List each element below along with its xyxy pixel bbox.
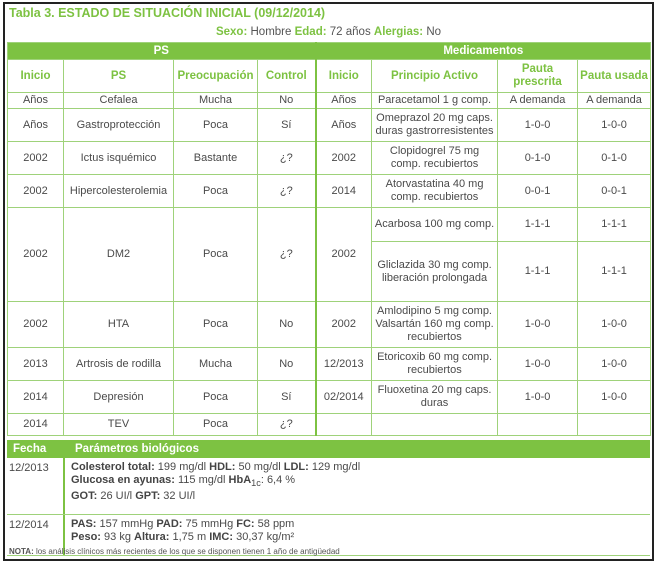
bio-line (71, 531, 644, 544)
cell-inicio: Años (8, 93, 64, 109)
cell-pauta-usada: 0-1-0 (578, 142, 651, 175)
cell-ps: HTA (64, 302, 174, 348)
cell-ps: Ictus isquémico (64, 142, 174, 175)
cell-pauta-usada: 1-0-0 (578, 109, 651, 142)
cell-pauta-usada: 1-0-0 (578, 348, 651, 381)
bio-param-value: 75 mmHg (182, 518, 237, 530)
cell-preocupacion: Mucha (174, 93, 258, 109)
table-row (8, 208, 651, 242)
bio-param-label: Altura: (134, 531, 170, 543)
cell-principio-activo: Etoricoxib 60 mg comp. recubiertos (372, 348, 498, 381)
header-principio-activo: Principio Activo (372, 60, 498, 93)
cell-control: No (258, 93, 316, 109)
bio-date: 12/2014 (9, 519, 49, 531)
cell-inicio-med: 2002 (316, 142, 372, 175)
bio-line (71, 518, 644, 531)
bio-param-value: 26 UI/l (97, 490, 136, 503)
bio-param-value: 32 UI/l (160, 490, 196, 503)
bio-row (7, 458, 650, 515)
bio-rows (7, 458, 650, 556)
cell-preocupacion: Poca (174, 302, 258, 348)
cell-inicio-med: 2002 (316, 208, 372, 302)
cell-principio-activo: Amlodipino 5 mg comp. Valsartán 160 mg comp. recubiertos (372, 302, 498, 348)
cell-principio-activo: Atorvastatina 40 mg comp. recubiertos (372, 175, 498, 208)
header-pauta-usada: Pauta usada (578, 60, 651, 93)
medicamentos-band: Medicamentos (316, 43, 651, 60)
cell-inicio: 2014 (8, 381, 64, 414)
cell-inicio-med (316, 414, 372, 436)
bio-param-label: PAS: (71, 518, 97, 530)
cell-ps: TEV (64, 414, 174, 436)
edad-value: 72 años (329, 26, 371, 38)
cell-preocupacion: Poca (174, 208, 258, 302)
cell-pauta-prescrita: 1-1-1 (498, 208, 578, 242)
cell-pauta-prescrita: 1-1-1 (498, 242, 578, 302)
header-preocupacion: Preocupación (174, 60, 258, 93)
bio-param-label: FC: (236, 518, 255, 530)
cell-control: ¿? (258, 142, 316, 175)
cell-pauta-prescrita: 0-1-0 (498, 142, 578, 175)
table-row (8, 175, 651, 208)
table-body (8, 93, 651, 436)
cell-inicio: 2014 (8, 414, 64, 436)
table-row (8, 414, 651, 436)
cell-pauta-usada: 1-0-0 (578, 302, 651, 348)
bio-param-label: GOT: (71, 490, 98, 503)
cell-pauta-usada: 1-1-1 (578, 242, 651, 302)
cell-pauta-prescrita: 1-0-0 (498, 109, 578, 142)
cell-inicio: 2002 (8, 208, 64, 302)
header-inicio: Inicio (8, 60, 64, 93)
cell-inicio-med: 02/2014 (316, 381, 372, 414)
cell-pauta-usada: 0-0-1 (578, 175, 651, 208)
cell-pauta-prescrita: 0-0-1 (498, 175, 578, 208)
bio-param-label: GPT: (135, 490, 161, 503)
cell-inicio: 2002 (8, 175, 64, 208)
bio-line (71, 474, 644, 490)
header-inicio-med: Inicio (316, 60, 372, 93)
ps-band: PS (8, 43, 316, 60)
cell-inicio-med: Años (316, 93, 372, 109)
table-row (8, 302, 651, 348)
cell-inicio-med: Años (316, 109, 372, 142)
bio-param-value: 115 mg/dl (174, 474, 229, 486)
bio-param-value: 129 mg/dl (308, 461, 361, 473)
bio-param-value: 157 mmHg (96, 518, 157, 530)
header-control: Control (258, 60, 316, 93)
cell-control: No (258, 302, 316, 348)
cell-preocupacion: Bastante (174, 142, 258, 175)
cell-pauta-prescrita (498, 414, 578, 436)
status-table (7, 42, 651, 436)
cell-pauta-usada (578, 414, 651, 436)
bio-param-label: HbA (228, 474, 252, 486)
table-frame (3, 2, 654, 561)
bio-param-label: HDL: (209, 461, 236, 473)
bio-param-label: LDL: (283, 461, 309, 473)
cell-control: Sí (258, 381, 316, 414)
patient-summary (5, 26, 652, 38)
header-pauta-prescrita: Pauta prescrita (498, 60, 578, 93)
bio-param-label: Peso: (71, 531, 101, 543)
table-title: Tabla 3. ESTADO DE SITUACIÓN INICIAL (09/12/2014) (9, 6, 326, 20)
cell-preocupacion: Mucha (174, 348, 258, 381)
cell-pauta-prescrita: 1-0-0 (498, 381, 578, 414)
cell-ps: Hipercolesterolemia (64, 175, 174, 208)
bio-fecha-header: Fecha (13, 443, 47, 455)
cell-inicio: 2002 (8, 142, 64, 175)
cell-principio-activo (372, 414, 498, 436)
cell-ps: DM2 (64, 208, 174, 302)
cell-inicio-med: 12/2013 (316, 348, 372, 381)
cell-principio-activo: Omeprazol 20 mg caps. duras gastrorresistentes (372, 109, 498, 142)
cell-control: Sí (258, 109, 316, 142)
table-row (8, 142, 651, 175)
cell-pauta-prescrita: 1-0-0 (498, 348, 578, 381)
bio-param-value: 199 mg/dl (154, 461, 210, 473)
cell-control: ¿? (258, 175, 316, 208)
bio-param-sub: 1c (251, 478, 261, 489)
footnote-label: NOTA: (9, 547, 34, 556)
cell-preocupacion: Poca (174, 175, 258, 208)
bio-line (71, 461, 644, 474)
cell-inicio: 2002 (8, 302, 64, 348)
bio-param-value: 30,37 kg/m² (233, 531, 295, 543)
cell-preocupacion: Poca (174, 381, 258, 414)
bio-header (7, 440, 650, 458)
sexo-value: Hombre (250, 26, 292, 38)
alergias-value: No (426, 26, 442, 38)
cell-pauta-prescrita: A demanda (498, 93, 578, 109)
cell-control: No (258, 348, 316, 381)
bio-param-value: 1,75 m (169, 531, 210, 543)
cell-inicio-med: 2014 (316, 175, 372, 208)
biological-parameters (7, 440, 650, 556)
cell-principio-activo: Gliclazida 30 mg comp. liberación prolongada (372, 242, 498, 302)
cell-inicio: Años (8, 109, 64, 142)
cell-preocupacion: Poca (174, 109, 258, 142)
bio-param-label: Glucosa en ayunas: (71, 474, 175, 486)
bio-param-label: PAD: (156, 518, 183, 530)
bio-values (63, 458, 650, 514)
footnote (9, 547, 340, 556)
cell-inicio: 2013 (8, 348, 64, 381)
header-ps: PS (64, 60, 174, 93)
cell-pauta-usada: A demanda (578, 93, 651, 109)
bio-date: 12/2013 (9, 462, 49, 474)
cell-control: ¿? (258, 208, 316, 302)
table-row (8, 348, 651, 381)
cell-ps: Gastroprotección (64, 109, 174, 142)
bio-line (71, 490, 644, 503)
cell-preocupacion: Poca (174, 414, 258, 436)
footnote-text: los análisis clínicos más recientes de los que se disponen tienen 1 año de antigüedad (33, 547, 340, 556)
cell-inicio-med: 2002 (316, 302, 372, 348)
cell-principio-activo: Clopidogrel 75 mg comp. recubiertos (372, 142, 498, 175)
bio-param-label: IMC: (209, 531, 234, 543)
cell-ps: Cefalea (64, 93, 174, 109)
cell-pauta-usada: 1-1-1 (578, 208, 651, 242)
cell-ps: Depresión (64, 381, 174, 414)
bio-param-value: 58 ppm (254, 518, 295, 530)
bio-param-value: : 6,4 % (260, 474, 296, 486)
cell-control: ¿? (258, 414, 316, 436)
bio-param-label: Colesterol total: (71, 461, 155, 473)
alergias-label: Alergias: (373, 26, 424, 38)
table-row (8, 381, 651, 414)
cell-ps: Artrosis de rodilla (64, 348, 174, 381)
bio-param-value: 50 mg/dl (235, 461, 284, 473)
edad-label: Edad: (294, 26, 327, 38)
bio-param-header: Parámetros biológicos (75, 443, 199, 455)
cell-principio-activo: Fluoxetina 20 mg caps. duras (372, 381, 498, 414)
table-row (8, 93, 651, 109)
bio-param-value: 93 kg (100, 531, 134, 543)
cell-pauta-prescrita: 1-0-0 (498, 302, 578, 348)
cell-principio-activo: Acarbosa 100 mg comp. (372, 208, 498, 242)
cell-pauta-usada: 1-0-0 (578, 381, 651, 414)
table-row (8, 109, 651, 142)
cell-principio-activo: Paracetamol 1 g comp. (372, 93, 498, 109)
sexo-label: Sexo: (215, 26, 248, 38)
